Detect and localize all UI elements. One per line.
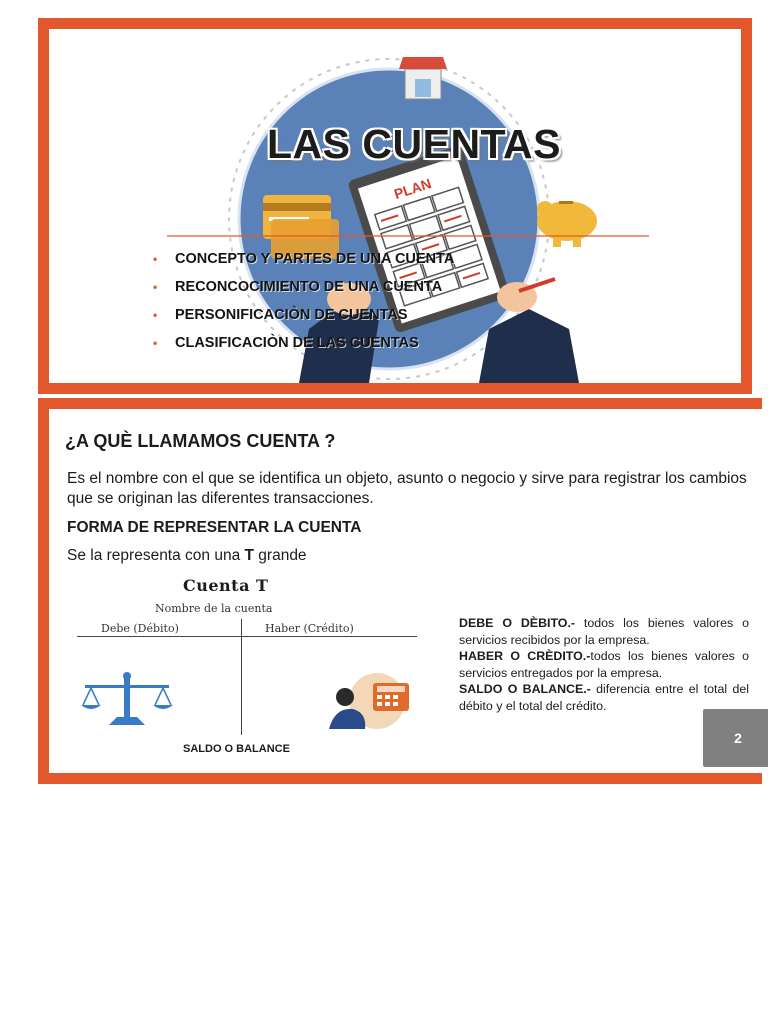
person-calculator-icon [315,671,419,729]
list-item: • RECONCOCIMIENTO DE UNA CUENTA [153,273,454,301]
balance-scale-icon [79,671,175,725]
definitions-block [459,615,749,714]
shop-icon [399,57,447,99]
definition-balance: SALDO O BALANCE.- diferencia entre el total del débito y el total del crédito. [459,682,749,713]
t-account-horizontal-line [77,636,417,637]
page-title: LAS CUENTAS [266,121,562,167]
slide-title [38,18,752,394]
bullet-icon: • [153,308,158,322]
bullet-icon: • [153,280,158,294]
t-account-debit-header: Debe (Débito) [101,622,179,635]
definition-credit: HABER O CRÈDITO.-todos los bienes valores o servicios entregados por la empresa. [459,649,749,680]
representation-text: Se la representa con una T grande [67,547,307,564]
list-item: • PERSONIFICACIÒN DE CUENTAS [153,301,454,329]
list-item: • CLASIFICACIÒN DE LAS CUENTAS [153,329,454,357]
t-account-credit-header: Haber (Crédito) [265,622,354,635]
t-account-vertical-line [241,619,242,735]
definition-debit: DEBE O DÈBITO.- todos los bienes valores o servicios recibidos por la empresa. [459,616,749,647]
page-number-badge: 2 [703,709,768,767]
bullet-icon: • [153,252,158,266]
section-heading: ¿A QUÈ LLAMAMOS CUENTA ? [65,431,336,451]
t-account-title: Cuenta T [183,576,269,595]
svg-text:PLAN: PLAN [392,175,434,203]
piggy-bank-icon [537,201,597,247]
slide-definition [38,398,762,784]
saldo-label: SALDO O BALANCE [183,743,290,755]
list-item: • CONCEPTO Y PARTES DE UNA CUENTA [153,245,454,273]
definition-paragraph: Es el nombre con el que se identifica un objeto, asunto o negocio y sirve para registrar los cambios que se originan las diferentes transacciones. [67,470,747,507]
subheading: FORMA DE REPRESENTAR LA CUENTA [67,519,362,536]
topic-list [153,245,454,357]
bullet-icon: • [153,336,158,350]
t-account-subtitle: Nombre de la cuenta [155,602,273,615]
